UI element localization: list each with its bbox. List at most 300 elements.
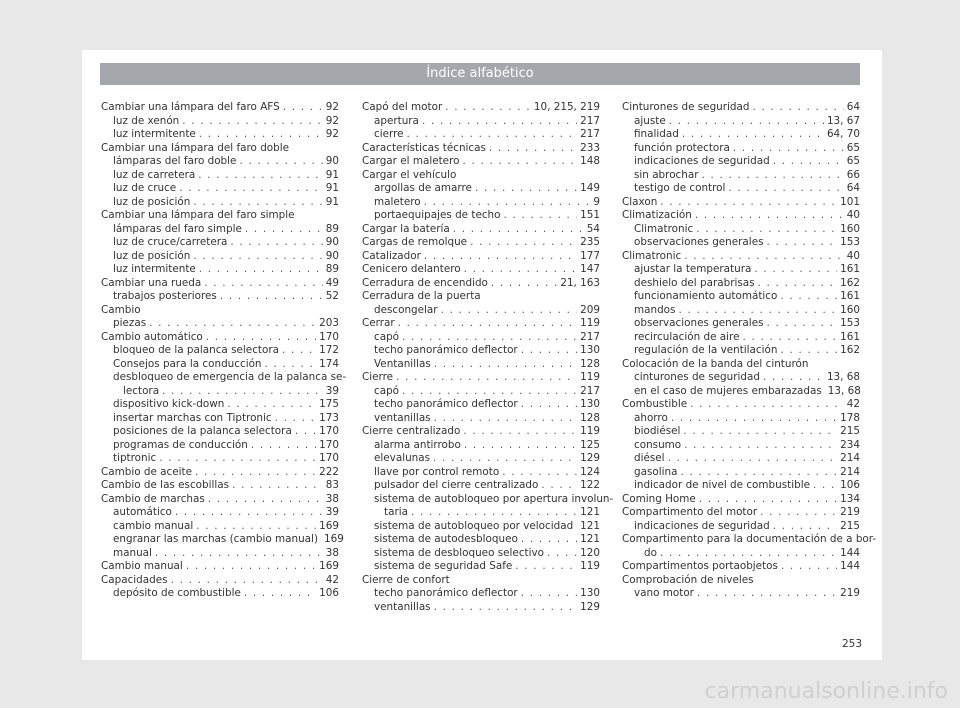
dot-leader xyxy=(283,101,323,115)
index-heading: desbloqueo de emergencia de la palanca se- xyxy=(113,371,347,383)
index-entry xyxy=(362,263,600,277)
dot-leader xyxy=(767,236,838,250)
entry-term: sistema de desbloqueo selectivo xyxy=(374,546,545,559)
index-entry xyxy=(622,101,860,115)
index-entry xyxy=(362,412,600,426)
entry-term: Cambio de aceite xyxy=(101,465,193,478)
entry-term: Cambiar una lámpara del faro AFS xyxy=(101,101,280,113)
entry-page-ref: 9 xyxy=(593,195,600,208)
entry-page-ref: 49 xyxy=(325,276,339,289)
index-entry xyxy=(622,317,860,331)
dot-leader xyxy=(521,533,577,547)
entry-page-ref: 169 xyxy=(319,519,339,532)
entry-page-ref: 172 xyxy=(319,344,339,356)
dot-leader xyxy=(434,601,578,615)
entry-term: sistema de autobloqueo por velocidad xyxy=(374,519,574,532)
index-entry xyxy=(362,223,600,237)
index-entry xyxy=(101,277,339,291)
index-entry xyxy=(622,560,860,574)
dot-leader xyxy=(541,479,577,493)
entry-term: Combustible xyxy=(622,398,688,410)
entry-term: cambio manual xyxy=(113,519,194,532)
entry-page-ref: 217 xyxy=(580,330,600,343)
entry-term: ajuste xyxy=(634,114,666,127)
entry-term: Cambio automático xyxy=(101,330,203,343)
dot-leader xyxy=(396,371,577,385)
index-entry xyxy=(362,331,600,345)
entry-term: elevalunas xyxy=(374,452,431,464)
dot-leader xyxy=(265,358,317,372)
dot-leader xyxy=(464,439,577,453)
entry-page-ref: 92 xyxy=(325,128,339,140)
dot-leader xyxy=(441,304,578,318)
index-entry xyxy=(362,196,600,210)
entry-page-ref: 64 xyxy=(846,101,860,113)
entry-term: cierre xyxy=(374,128,404,140)
index-entry xyxy=(101,412,339,426)
entry-term: indicador de nivel de combustible xyxy=(634,479,810,491)
dot-leader xyxy=(669,115,824,129)
index-entry xyxy=(101,263,339,277)
entry-term: diésel xyxy=(634,452,665,464)
entry-page-ref: 233 xyxy=(580,141,600,154)
entry-page-ref: 219 xyxy=(840,587,860,599)
index-entry xyxy=(362,182,600,196)
index-entry xyxy=(622,304,860,318)
entry-page-ref: 235 xyxy=(580,236,600,248)
entry-term: luz intermitente xyxy=(113,128,196,140)
entry-page-ref: 160 xyxy=(840,303,860,316)
index-heading: Cargar el vehículo xyxy=(362,168,457,181)
dot-leader xyxy=(660,547,837,561)
entry-page-ref: 91 xyxy=(325,195,339,208)
dot-leader xyxy=(504,209,578,223)
dot-leader xyxy=(422,115,577,129)
index-entry xyxy=(622,412,860,426)
dot-leader xyxy=(244,587,316,601)
index-entry xyxy=(622,155,860,169)
entry-page-ref: 40 xyxy=(846,209,860,221)
dot-leader xyxy=(515,560,577,574)
entry-page-ref: 169 xyxy=(324,533,344,545)
dot-leader xyxy=(758,277,838,291)
dot-leader xyxy=(295,425,316,439)
entry-page-ref: 52 xyxy=(325,290,339,302)
entry-term: posiciones de la palanca selectora xyxy=(113,425,292,437)
entry-page-ref: 170 xyxy=(319,330,339,343)
index-entry xyxy=(362,547,600,561)
index-heading: Cerradura de la puerta xyxy=(362,290,481,302)
index-entry xyxy=(622,547,860,561)
dot-leader xyxy=(230,236,322,250)
dot-leader xyxy=(186,560,316,574)
index-entry xyxy=(622,479,860,493)
entry-term: techo panorámico deflector xyxy=(374,344,518,356)
dot-leader xyxy=(763,371,824,385)
index-entry xyxy=(622,506,860,520)
entry-term: argollas de amarre xyxy=(374,182,472,194)
index-entry xyxy=(101,182,339,196)
entry-page-ref: 91 xyxy=(325,182,339,194)
dot-leader xyxy=(780,344,837,358)
entry-page-ref: 214 xyxy=(840,452,860,464)
dot-leader xyxy=(733,142,844,156)
entry-term: luz de cruce xyxy=(113,182,177,194)
dot-leader xyxy=(149,317,316,331)
entry-term: ajustar la temperatura xyxy=(634,263,752,275)
entry-page-ref: 144 xyxy=(840,546,860,559)
entry-term: Cambio manual xyxy=(101,560,183,572)
index-entry xyxy=(362,506,600,520)
entry-term: consumo xyxy=(634,438,682,451)
dot-leader xyxy=(245,223,323,237)
entry-page-ref: 65 xyxy=(846,141,860,154)
index-entry xyxy=(362,304,600,318)
entry-page-ref: 175 xyxy=(319,398,339,410)
entry-term: luz intermitente xyxy=(113,263,196,275)
dot-leader xyxy=(204,277,323,291)
dot-leader xyxy=(547,547,577,561)
index-entry xyxy=(101,358,339,372)
entry-term: Características técnicas xyxy=(362,141,486,154)
dot-leader xyxy=(754,263,837,277)
entry-term: dispositivo kick-down xyxy=(113,398,225,410)
index-entry xyxy=(622,250,860,264)
index-entry xyxy=(362,466,600,480)
entry-page-ref: 42 xyxy=(325,573,339,586)
index-entry xyxy=(362,128,600,142)
index-entry xyxy=(622,209,860,223)
entry-page-ref: 40 xyxy=(846,249,860,262)
entry-term: Ventanillas xyxy=(374,357,431,370)
dot-leader xyxy=(697,587,837,601)
dot-leader xyxy=(402,385,577,399)
index-entry xyxy=(362,371,600,385)
entry-term: luz de xenón xyxy=(113,114,180,127)
entry-page-ref: 106 xyxy=(840,479,860,491)
index-entry xyxy=(362,425,600,439)
dot-leader xyxy=(232,479,323,493)
index-heading: Cierre de confort xyxy=(362,573,450,586)
index-entry xyxy=(362,317,600,331)
entry-term: biodiésel xyxy=(634,425,681,437)
entry-term: recirculación de aire xyxy=(634,330,740,343)
dot-leader xyxy=(208,493,323,507)
entry-term: gasolina xyxy=(634,465,678,478)
entry-page-ref: 151 xyxy=(580,209,600,221)
entry-page-ref: 83 xyxy=(325,479,339,491)
dot-leader xyxy=(695,209,844,223)
index-entry xyxy=(362,601,600,615)
index-entry xyxy=(101,128,339,142)
index-entry xyxy=(101,398,339,412)
dot-leader xyxy=(182,115,322,129)
index-entry xyxy=(101,101,339,115)
index-entry xyxy=(622,493,860,507)
entry-page-ref: 217 xyxy=(580,128,600,140)
index-entry xyxy=(362,533,600,547)
dot-leader xyxy=(773,155,844,169)
entry-term: engranar las marchas (cambio manual) xyxy=(113,533,318,545)
entry-page-ref: 130 xyxy=(580,344,600,356)
index-entry xyxy=(622,169,860,183)
dot-leader xyxy=(193,196,322,210)
index-entry xyxy=(101,331,339,345)
index-entry xyxy=(101,547,339,561)
dot-leader xyxy=(199,263,323,277)
index-entry xyxy=(622,331,860,345)
entry-term: alarma antirrobo xyxy=(374,438,461,451)
index-entry xyxy=(622,439,860,453)
entry-page-ref: 13, 68 xyxy=(827,384,861,397)
index-entry xyxy=(362,236,600,250)
index-entry xyxy=(101,574,339,588)
dot-leader xyxy=(198,169,323,183)
entry-term: taria xyxy=(384,506,408,518)
entry-term: tiptronic xyxy=(113,452,157,464)
entry-term: testigo de control xyxy=(634,182,726,194)
dot-leader xyxy=(220,290,323,304)
dot-leader xyxy=(470,236,577,250)
entry-page-ref: 125 xyxy=(580,438,600,451)
index-entry xyxy=(622,142,860,156)
entry-term: programas de conducción xyxy=(113,438,248,451)
index-entry xyxy=(622,587,860,601)
dot-leader xyxy=(521,344,577,358)
index-entry xyxy=(101,169,339,183)
entry-term: Cenicero delantero xyxy=(362,263,461,275)
entry-term: finalidad xyxy=(634,128,679,140)
dot-leader xyxy=(282,344,316,358)
entry-term: capó xyxy=(374,384,400,397)
entry-term: techo panorámico deflector xyxy=(374,587,518,599)
entry-page-ref: 129 xyxy=(580,452,600,464)
entry-page-ref: 178 xyxy=(840,411,860,424)
entry-term: ventanillas xyxy=(374,411,431,424)
dot-leader xyxy=(251,439,316,453)
entry-term: Cerrar xyxy=(362,317,395,329)
entry-page-ref: 54 xyxy=(586,222,600,235)
entry-term: funcionamiento automático xyxy=(634,290,778,302)
entry-page-ref: 101 xyxy=(840,195,860,208)
entry-term: Cambio de las escobillas xyxy=(101,479,230,491)
dot-leader xyxy=(696,223,837,237)
entry-term: sistema de seguridad Safe xyxy=(374,560,513,572)
entry-page-ref: 121 xyxy=(580,533,600,545)
entry-page-ref: 90 xyxy=(325,155,339,167)
dot-leader xyxy=(684,439,837,453)
entry-page-ref: 169 xyxy=(319,560,339,572)
entry-page-ref: 234 xyxy=(840,438,860,451)
entry-page-ref: 89 xyxy=(325,222,339,235)
entry-page-ref: 13, 68 xyxy=(826,371,860,383)
entry-term: do xyxy=(644,546,657,559)
dot-leader xyxy=(424,196,591,210)
entry-page-ref: 130 xyxy=(580,398,600,410)
index-entry xyxy=(622,128,860,142)
entry-page-ref: 149 xyxy=(580,182,600,194)
dot-leader xyxy=(411,506,577,520)
entry-term: luz de carretera xyxy=(113,168,196,181)
dot-leader xyxy=(434,412,578,426)
entry-term: sistema de autodesbloqueo xyxy=(374,533,518,545)
index-heading: Cambio xyxy=(101,303,141,316)
entry-term: cinturones de seguridad xyxy=(634,371,760,383)
entry-page-ref: 106 xyxy=(319,587,339,599)
entry-term: indicaciones de seguridad xyxy=(634,519,770,532)
entry-term: Capacidades xyxy=(101,573,168,586)
entry-page-ref: 120 xyxy=(580,546,600,559)
entry-page-ref: 170 xyxy=(319,438,339,451)
entry-page-ref: 215 xyxy=(840,425,860,437)
index-heading: Comprobación de niveles xyxy=(622,573,754,586)
index-entry xyxy=(101,385,339,399)
dot-leader xyxy=(671,412,837,426)
entry-page-ref: 134 xyxy=(840,492,860,505)
index-entry xyxy=(362,385,600,399)
entry-term: Cargar la batería xyxy=(362,222,450,235)
entry-page-ref: 64, 70 xyxy=(826,128,860,140)
dot-leader xyxy=(206,331,316,345)
entry-term: depósito de combustible xyxy=(113,587,241,599)
entry-term: luz de cruce/carretera xyxy=(113,236,228,248)
dot-leader xyxy=(179,182,323,196)
entry-page-ref: 214 xyxy=(840,465,860,478)
entry-term: Capó del motor xyxy=(362,101,443,113)
dot-leader xyxy=(162,385,323,399)
entry-page-ref: 90 xyxy=(325,236,339,248)
entry-page-ref: 119 xyxy=(580,425,600,437)
index-column-1 xyxy=(101,101,347,601)
index-entry xyxy=(101,520,339,534)
page-number: 253 xyxy=(841,638,862,650)
index-entry xyxy=(101,425,339,439)
dot-leader xyxy=(760,506,837,520)
dot-leader xyxy=(239,155,322,169)
dot-leader xyxy=(193,250,322,264)
entry-page-ref: 153 xyxy=(840,236,860,248)
dot-leader xyxy=(728,182,843,196)
entry-term: descongelar xyxy=(374,303,438,316)
entry-term: portaequipajes de techo xyxy=(374,209,501,221)
entry-page-ref: 39 xyxy=(325,384,339,397)
index-entry xyxy=(362,520,600,534)
entry-term: en el caso de mujeres embarazadas xyxy=(634,384,822,397)
entry-page-ref: 177 xyxy=(580,249,600,262)
index-entry xyxy=(101,250,339,264)
entry-term: trabajos posteriores xyxy=(113,290,217,302)
entry-page-ref: 13, 67 xyxy=(826,114,860,127)
dot-leader xyxy=(407,128,578,142)
index-entry xyxy=(101,317,339,331)
entry-term: Cambio de marchas xyxy=(101,492,205,505)
index-entry xyxy=(622,236,860,250)
dot-leader xyxy=(682,128,824,142)
dot-leader xyxy=(767,317,838,331)
dot-leader xyxy=(502,466,577,480)
dot-leader xyxy=(678,304,837,318)
dot-leader xyxy=(424,250,577,264)
entry-page-ref: 38 xyxy=(325,492,339,505)
entry-term: función protectora xyxy=(634,141,730,154)
entry-term: Coming Home xyxy=(622,492,696,505)
index-column-3 xyxy=(622,101,877,601)
dot-leader xyxy=(780,290,837,304)
entry-page-ref: 170 xyxy=(319,425,339,437)
entry-page-ref: 65 xyxy=(846,155,860,167)
dot-leader xyxy=(227,398,316,412)
index-entry xyxy=(362,101,600,115)
index-entry xyxy=(362,155,600,169)
entry-page-ref: 42 xyxy=(846,398,860,410)
entry-page-ref: 160 xyxy=(840,222,860,235)
dot-leader xyxy=(781,560,837,574)
entry-page-ref: 173 xyxy=(319,411,339,424)
index-entry xyxy=(622,277,860,291)
entry-page-ref: 162 xyxy=(840,276,860,289)
entry-page-ref: 161 xyxy=(840,330,860,343)
index-entry xyxy=(101,533,344,547)
entry-term: regulación de la ventilación xyxy=(634,344,778,356)
entry-page-ref: 89 xyxy=(325,263,339,275)
dot-leader xyxy=(489,142,577,156)
dot-leader xyxy=(680,466,837,480)
entry-term: automático xyxy=(113,506,172,518)
entry-term: Claxon xyxy=(622,195,658,208)
dot-leader xyxy=(702,169,844,183)
entry-page-ref: 121 xyxy=(580,506,600,518)
entry-term: maletero xyxy=(374,195,421,208)
entry-term: lámparas del faro simple xyxy=(113,222,242,235)
watermark-logo: carmanualsonline.info xyxy=(704,679,948,704)
dot-leader xyxy=(521,398,577,412)
entry-page-ref: 222 xyxy=(319,465,339,478)
page-header: Índice alfabético xyxy=(100,63,860,85)
index-entry xyxy=(101,587,339,601)
dot-leader xyxy=(683,425,837,439)
entry-term: manual xyxy=(113,546,152,559)
dot-leader xyxy=(773,520,837,534)
entry-term: Cinturones de seguridad xyxy=(622,101,750,113)
entry-page-ref: 129 xyxy=(580,600,600,613)
index-entry xyxy=(622,452,860,466)
index-entry xyxy=(101,479,339,493)
index-entry xyxy=(101,466,339,480)
index-entry xyxy=(101,344,339,358)
dot-leader xyxy=(576,520,577,534)
entry-page-ref: 128 xyxy=(580,357,600,370)
dot-leader xyxy=(813,479,837,493)
index-heading: Compartimento para la documentación de a bor- xyxy=(622,533,877,545)
entry-term: Climatización xyxy=(622,209,692,221)
index-entry xyxy=(622,290,860,304)
entry-term: sin abrochar xyxy=(634,168,699,181)
entry-page-ref: 21, 163 xyxy=(560,276,600,289)
index-entry xyxy=(101,223,339,237)
index-entry xyxy=(101,290,339,304)
entry-term: capó xyxy=(374,330,400,343)
index-heading: Cambiar una lámpara del faro doble xyxy=(101,141,290,154)
entry-term: Cerradura de encendido xyxy=(362,276,488,289)
index-heading: Cambiar una lámpara del faro simple xyxy=(101,209,295,221)
entry-page-ref: 124 xyxy=(580,465,600,478)
index-entry xyxy=(101,452,339,466)
entry-page-ref: 162 xyxy=(840,344,860,356)
dot-leader xyxy=(491,277,557,291)
dot-leader xyxy=(199,128,323,142)
entry-term: insertar marchas con Tiptronic xyxy=(113,411,272,424)
dot-leader xyxy=(159,452,316,466)
